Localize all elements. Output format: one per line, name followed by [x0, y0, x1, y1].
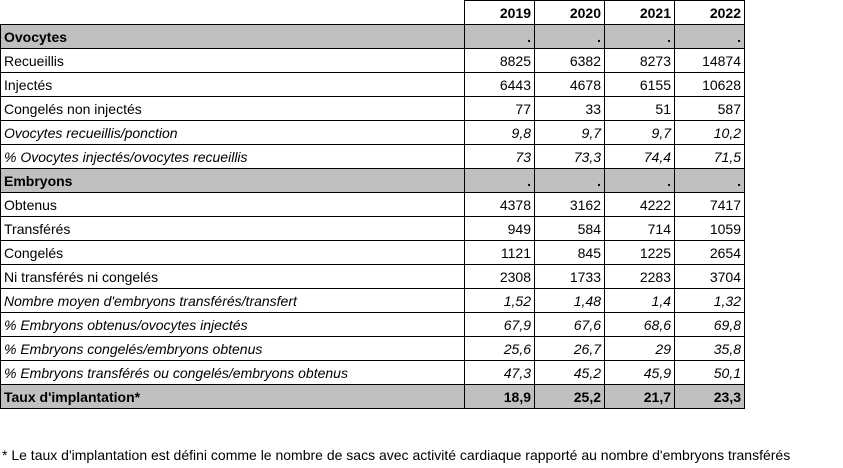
table-cell: 4378	[465, 193, 535, 217]
table-cell: 3704	[675, 265, 745, 289]
table-cell: 8273	[605, 49, 675, 73]
table-cell: 1733	[535, 265, 605, 289]
table-cell: 1,52	[465, 289, 535, 313]
row-label: % Embryons congelés/embryons obtenus	[1, 337, 465, 361]
table-cell: 35,8	[675, 337, 745, 361]
table-body	[1, 1, 745, 409]
table-cell: 18,9	[465, 385, 535, 409]
table-cell: 6443	[465, 73, 535, 97]
table-cell: .	[605, 169, 675, 193]
table-cell: 47,3	[465, 361, 535, 385]
column-header: 2021	[605, 1, 675, 25]
row-label: Ni transférés ni congelés	[1, 265, 465, 289]
column-header: 2022	[675, 1, 745, 25]
table-row	[1, 145, 745, 169]
table-cell: 33	[535, 97, 605, 121]
table-cell: 73	[465, 145, 535, 169]
table-cell: 584	[535, 217, 605, 241]
table-row	[1, 217, 745, 241]
table-cell: 1059	[675, 217, 745, 241]
row-label: % Embryons transférés ou congelés/embryons obtenus	[1, 361, 465, 385]
table-cell: 4678	[535, 73, 605, 97]
table-cell: 25,2	[535, 385, 605, 409]
table-row	[1, 193, 745, 217]
table-cell: 77	[465, 97, 535, 121]
row-label: Nombre moyen d'embryons transférés/transfert	[1, 289, 465, 313]
table-row	[1, 289, 745, 313]
row-label: Congelés	[1, 241, 465, 265]
table-cell: 1,4	[605, 289, 675, 313]
table-cell: 6382	[535, 49, 605, 73]
table-cell: .	[465, 25, 535, 49]
table-row	[1, 265, 745, 289]
table-cell: 3162	[535, 193, 605, 217]
row-label: Recueillis	[1, 49, 465, 73]
table-cell: 74,4	[605, 145, 675, 169]
table-cell: 67,6	[535, 313, 605, 337]
table-row	[1, 49, 745, 73]
table-cell: 1225	[605, 241, 675, 265]
table-cell: 9,7	[535, 121, 605, 145]
table-cell: 69,8	[675, 313, 745, 337]
table-cell: 9,7	[605, 121, 675, 145]
table-cell: 45,9	[605, 361, 675, 385]
column-header: 2020	[535, 1, 605, 25]
table-cell: .	[675, 25, 745, 49]
table-cell: .	[465, 169, 535, 193]
table-cell: 949	[465, 217, 535, 241]
table-cell: 714	[605, 217, 675, 241]
table-cell: 587	[675, 97, 745, 121]
table-cell: 10628	[675, 73, 745, 97]
table-cell: 8825	[465, 49, 535, 73]
table-row	[1, 73, 745, 97]
table-row	[1, 241, 745, 265]
table-cell: 68,6	[605, 313, 675, 337]
row-label: Embryons	[1, 169, 465, 193]
table-row	[1, 337, 745, 361]
table-row	[1, 97, 745, 121]
table-cell: 1,48	[535, 289, 605, 313]
table-cell: .	[535, 25, 605, 49]
table-row	[1, 361, 745, 385]
table-cell: 29	[605, 337, 675, 361]
table-cell: 67,9	[465, 313, 535, 337]
section-row	[1, 25, 745, 49]
table-cell: 73,3	[535, 145, 605, 169]
table-cell: 50,1	[675, 361, 745, 385]
table-cell: .	[675, 169, 745, 193]
table-cell: 1121	[465, 241, 535, 265]
table-cell: 1,32	[675, 289, 745, 313]
table-cell: 9,8	[465, 121, 535, 145]
table-cell: 45,2	[535, 361, 605, 385]
table-cell: 2654	[675, 241, 745, 265]
table-cell: 10,2	[675, 121, 745, 145]
row-label: % Ovocytes injectés/ovocytes recueillis	[1, 145, 465, 169]
header-row	[1, 1, 745, 25]
table-cell: 51	[605, 97, 675, 121]
table-cell: 14874	[675, 49, 745, 73]
table-cell: 26,7	[535, 337, 605, 361]
table-cell: 6155	[605, 73, 675, 97]
table-cell: 71,5	[675, 145, 745, 169]
table-cell: 2283	[605, 265, 675, 289]
row-label: Obtenus	[1, 193, 465, 217]
section-row	[1, 169, 745, 193]
table-cell: 21,7	[605, 385, 675, 409]
table-cell: 2308	[465, 265, 535, 289]
table-cell: 25,6	[465, 337, 535, 361]
footnote: * Le taux d'implantation est défini comme le nombre de sacs avec activité cardiaque rapporté au nombre d'embryons transférés	[2, 447, 791, 463]
table-row	[1, 121, 745, 145]
row-label: Ovocytes recueillis/ponction	[1, 121, 465, 145]
column-header: 2019	[465, 1, 535, 25]
table-cell: 845	[535, 241, 605, 265]
row-label: Ovocytes	[1, 25, 465, 49]
row-label: Transférés	[1, 217, 465, 241]
table-row	[1, 313, 745, 337]
table-cell: 23,3	[675, 385, 745, 409]
header-corner	[1, 1, 465, 25]
row-label: Taux d'implantation*	[1, 385, 465, 409]
row-label: Injectés	[1, 73, 465, 97]
row-label: % Embryons obtenus/ovocytes injectés	[1, 313, 465, 337]
total-row	[1, 385, 745, 409]
table-cell: .	[605, 25, 675, 49]
table-cell: 4222	[605, 193, 675, 217]
row-label: Congelés non injectés	[1, 97, 465, 121]
table-cell: .	[535, 169, 605, 193]
table-cell: 7417	[675, 193, 745, 217]
